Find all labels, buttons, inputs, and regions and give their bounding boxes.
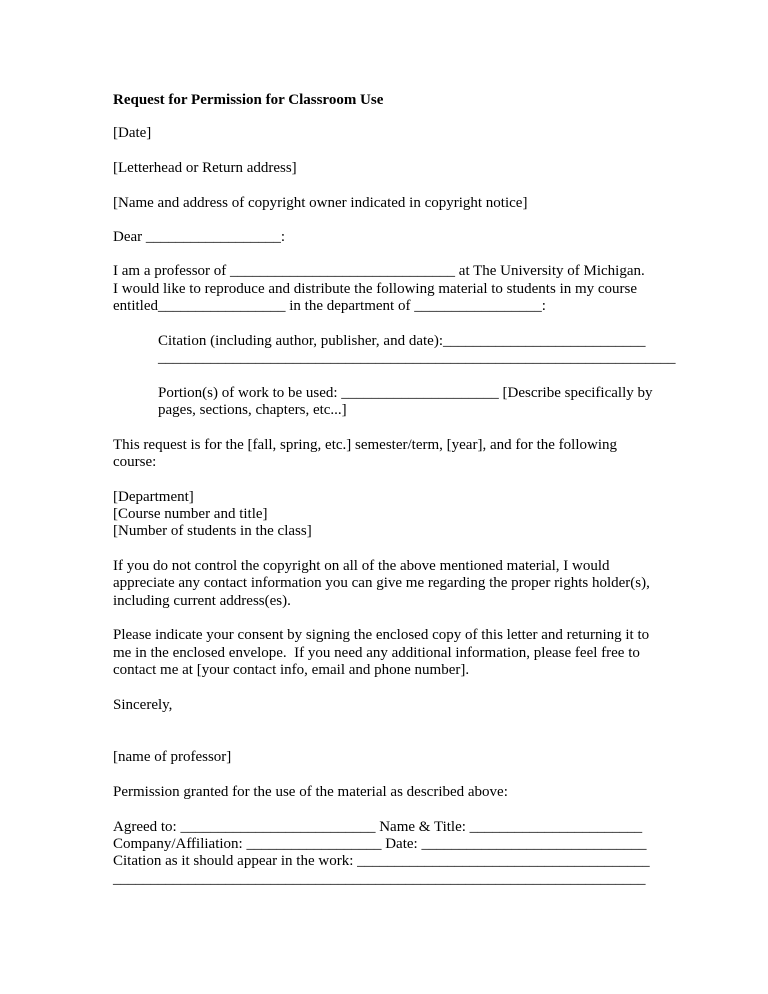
rights-line: including current address(es). <box>113 593 291 609</box>
intro-line: I am a professor of ______________________________ at The University of Michigan. <box>113 263 645 279</box>
signoff-line: Company/Affiliation: __________________ Date: ______________________________ <box>113 836 647 852</box>
date-placeholder: [Date] <box>113 125 152 141</box>
course-field: [Number of students in the class] <box>113 523 312 539</box>
intro-line: I would like to reproduce and distribute the following material to students in my course <box>113 281 638 297</box>
course-field: [Course number and title] <box>113 506 268 522</box>
signoff-line: Citation as it should appear in the work: _______________________________________ <box>113 853 650 869</box>
request-line: This request is for the [fall, spring, etc.] semester/term, [year], and for the following <box>113 437 618 453</box>
signature-placeholder: [name of professor] <box>113 749 232 765</box>
permission-statement: Permission granted for the use of the material as described above: <box>113 784 508 800</box>
closing: Sincerely, <box>113 697 173 713</box>
signoff-line: _______________________________________________________________________ <box>113 871 646 887</box>
portion-line: pages, sections, chapters, etc...] <box>158 402 347 418</box>
salutation: Dear __________________: <box>113 229 286 245</box>
letterhead-placeholder: [Letterhead or Return address] <box>113 160 297 176</box>
consent-line: Please indicate your consent by signing the enclosed copy of this letter and returning it to <box>113 627 650 643</box>
consent-line: me in the enclosed envelope. If you need any additional information, please feel free to <box>113 645 640 661</box>
consent-line: contact me at [your contact info, email and phone number]. <box>113 662 470 678</box>
rights-line: appreciate any contact information you can give me regarding the proper rights holder(s), <box>113 575 650 591</box>
rights-line: If you do not control the copyright on all of the above mentioned material, I would <box>113 558 610 574</box>
owner-placeholder: [Name and address of copyright owner indicated in copyright notice] <box>113 195 528 211</box>
citation-line: Citation (including author, publisher, and date):___________________________ <box>158 333 646 349</box>
intro-line: entitled_________________ in the department of _________________: <box>113 298 546 314</box>
request-line: course: <box>113 454 157 470</box>
signoff-line: Agreed to: __________________________ Name & Title: _______________________ <box>113 819 643 835</box>
citation-line: _____________________________________________________________________ <box>158 350 676 366</box>
course-field: [Department] <box>113 489 194 505</box>
page-title: Request for Permission for Classroom Use <box>113 92 384 108</box>
portion-line: Portion(s) of work to be used: _____________________ [Describe specifically by <box>158 385 653 401</box>
